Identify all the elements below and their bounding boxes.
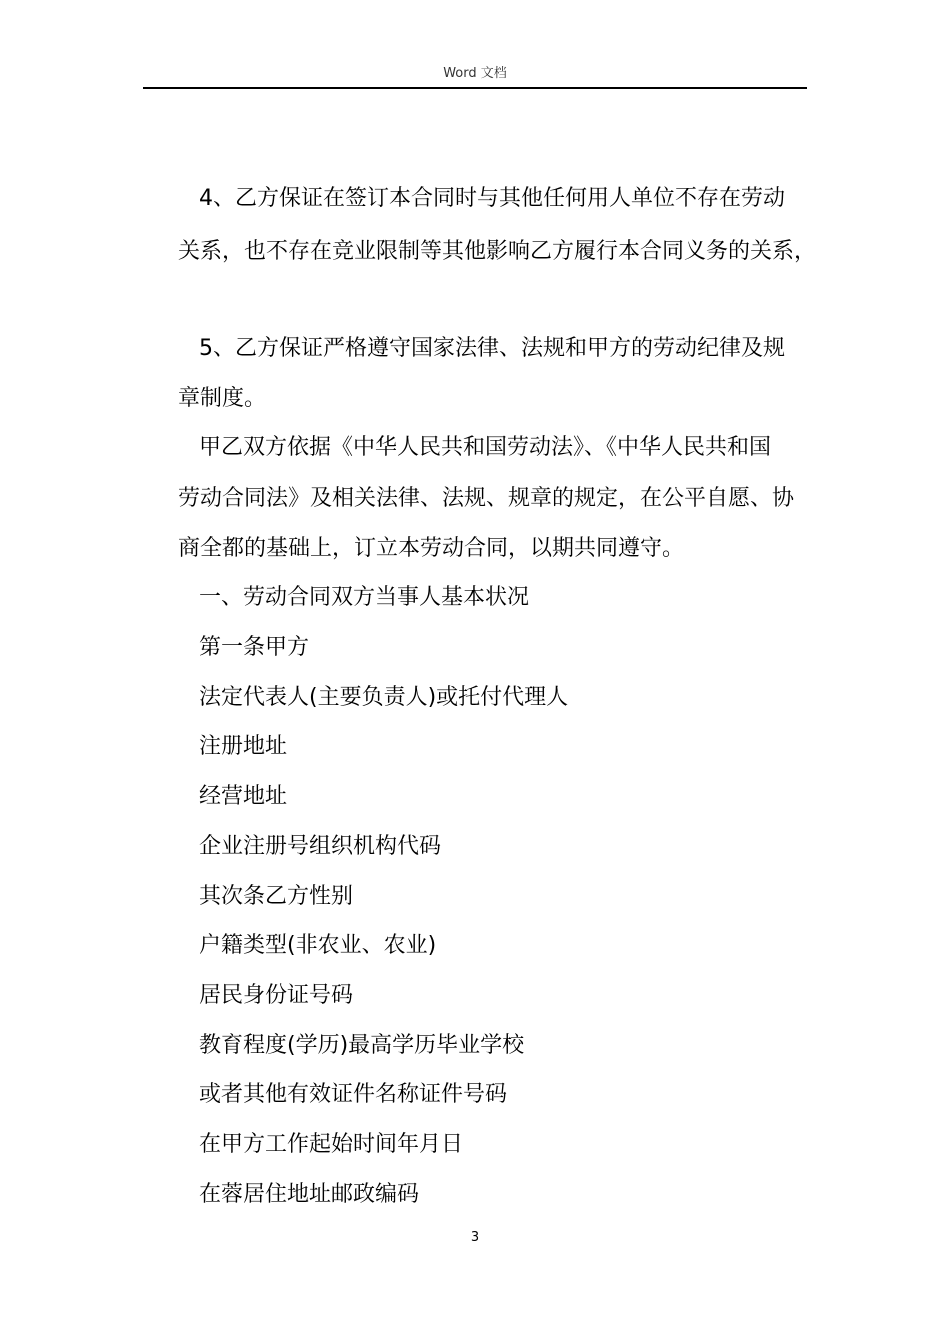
paragraph-line: 章制度。 [178,386,267,411]
paragraph-line: 关系，也不存在竞业限制等其他影响乙方履行本合同义务的关系， [178,239,817,264]
paragraph-line: 法定代表人(主要负责人)或托付代理人 [199,685,569,710]
paragraph-line: 经营地址 [199,784,288,809]
header-title: Word 文档 [443,66,507,81]
paragraph-line: 一、劳动合同双方当事人基本状况 [199,585,530,610]
paragraph-line: 第一条甲方 [199,635,310,660]
page-number: 3 [470,1230,480,1245]
paragraph-line: 户籍类型(非农业、农业) [199,933,437,958]
paragraph-line: 企业注册号组织机构代码 [199,834,442,859]
paragraph-line: 居民身份证号码 [199,983,354,1008]
paragraph-line: 商全都的基础上，订立本劳动合同，以期共同遵守。 [178,536,685,561]
paragraph-line: 注册地址 [199,734,288,759]
paragraph-line: 在蓉居住地址邮政编码 [199,1182,420,1207]
paragraph-line: 教育程度(学历)最高学历毕业学校 [199,1033,525,1058]
paragraph-line: 在甲方工作起始时间年月日 [199,1132,464,1157]
paragraph-line: 其次条乙方性别 [199,884,354,909]
paragraph-line: 4、乙方保证在签订本合同时与其他任何用人单位不存在劳动 [199,186,785,211]
paragraph-line: 5、乙方保证严格遵守国家法律、法规和甲方的劳动纪律及规 [199,336,785,361]
paragraph-line: 或者其他有效证件名称证件号码 [199,1082,508,1107]
paragraph-line: 劳动合同法》及相关法律、法规、规章的规定，在公平自愿、协 [178,486,795,511]
header-divider [143,87,807,89]
paragraph-line: 甲乙双方依据《中华人民共和国劳动法》、《中华人民共和国 [199,435,772,460]
